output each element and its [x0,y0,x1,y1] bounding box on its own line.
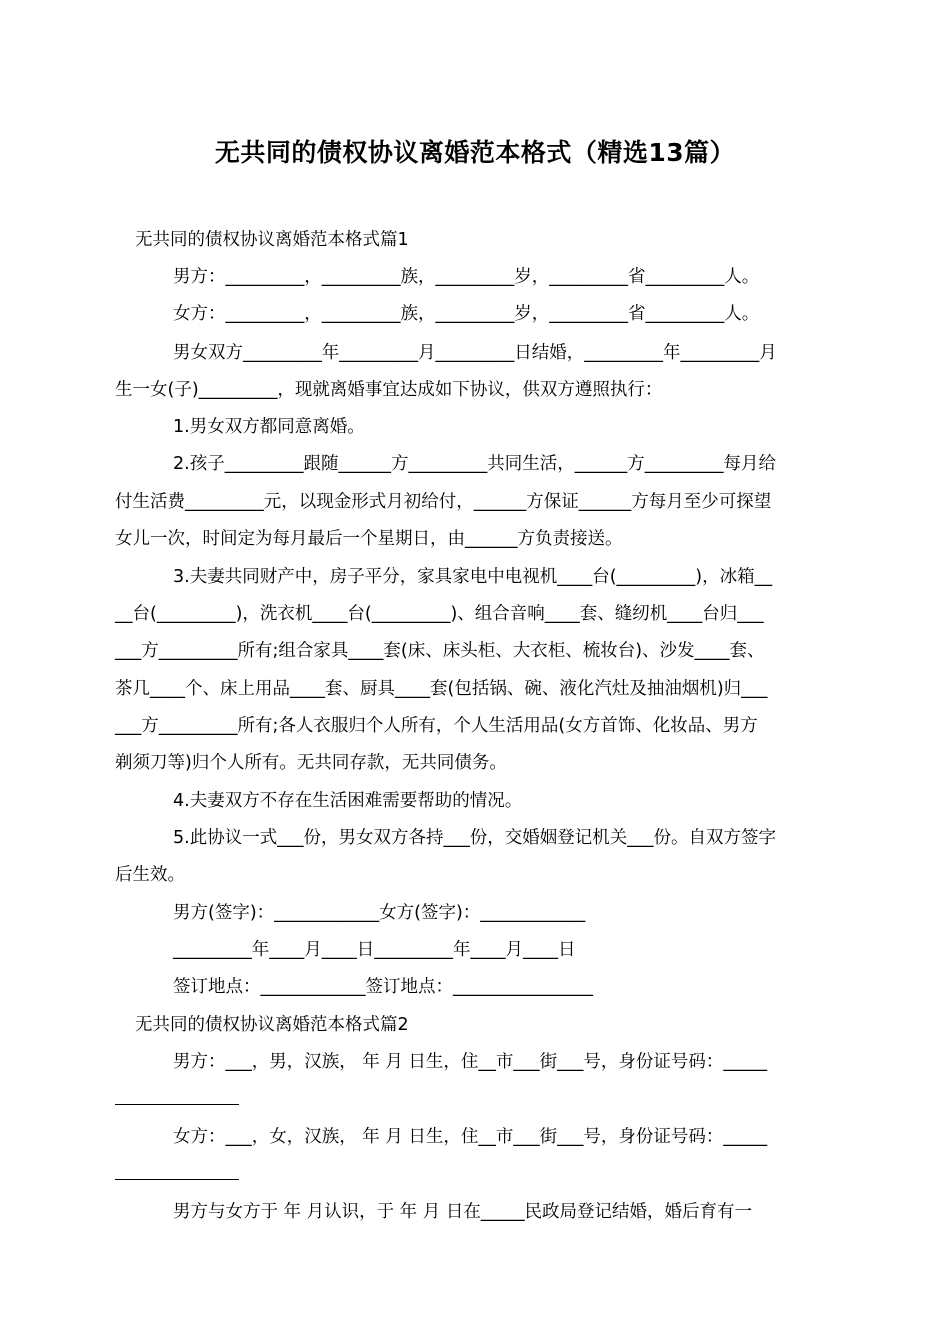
clause-4: 4.夫妻双方不存在生活困难需要帮助的情况。 [173,791,523,811]
clause-3-line-6: 剃须刀等)归个人所有。无共同存款，无共同债务。 [115,753,507,773]
clause-2-line-1: 2.孩子_________跟随______方_________共同生活，______方_________每月给 [173,454,776,474]
male-party-line-2: 男方：___，男，汉族， 年 月 日生，住__市___街___号，身份证号码：_____ [173,1052,768,1072]
section-1-heading: 无共同的债权协议离婚范本格式篇1 [135,230,409,250]
document-title: 无共同的债权协议离婚范本格式（精选13篇） [214,138,736,167]
female-party-line-2: 女方：___，女，汉族， 年 月 日生，住__市___街___号，身份证号码：_____ [173,1127,768,1147]
clause-5-line-2: 后生效。 [115,865,185,885]
clause-3-line-3: ___方_________所有;组合家具____套(床、床头柜、大衣柜、梳妆台)、沙发____套、 [115,641,765,661]
acquaintance-line: 男方与女方于 年 月认识，于 年 月 日在_____民政局登记结婚，婚后育有一 [173,1202,753,1222]
id-number-underline [115,1179,239,1180]
clause-3-line-4: 茶几____个、床上用品____套、厨具____套(包括锅、碗、液化汽灶及抽油烟机)归___ [115,679,768,699]
signature-line: 男方(签字)：____________女方(签字)：____________ [173,903,586,923]
female-party-line: 女方：_________，_________族，_________岁，_________省_________人。 [173,304,760,324]
clause-3-line-5: ___方_________所有;各人衣服归个人所有，个人生活用品(女方首饰、化妆品、男方 [115,716,758,736]
signing-place-line: 签订地点：____________签订地点：________________ [173,977,593,997]
male-party-line: 男方：_________，_________族，_________岁，_________省_________人。 [173,267,760,287]
clause-5-line-1: 5.此协议一式___份，男女双方各持___份，交婚姻登记机关___份。自双方签字 [173,828,776,848]
clause-3-line-2: __台(_________)，洗衣机____台(_________)、组合音响____套、缝纫机____台归___ [115,604,764,624]
id-number-underline [115,1104,239,1105]
section-2-heading: 无共同的债权协议离婚范本格式篇2 [135,1015,409,1035]
marriage-date-line: 男女双方_________年_________月_________日结婚，_________年_________月 [173,343,777,363]
clause-2-line-3: 女儿一次，时间定为每月最后一个星期日，由______方负责接送。 [115,529,623,549]
child-line: 生一女(子)_________，现就离婚事宜达成如下协议，供双方遵照执行： [115,380,663,400]
clause-2-line-2: 付生活费_________元，以现金形式月初给付，______方保证______方每月至少可探望 [115,492,772,512]
signature-date-line: _________年____月____日_________年____月____日 [173,940,576,960]
clause-3-line-1: 3.夫妻共同财产中，房子平分，家具家电中电视机____台(_________)，冰箱__ [173,567,773,587]
clause-1: 1.男女双方都同意离婚。 [173,417,365,437]
